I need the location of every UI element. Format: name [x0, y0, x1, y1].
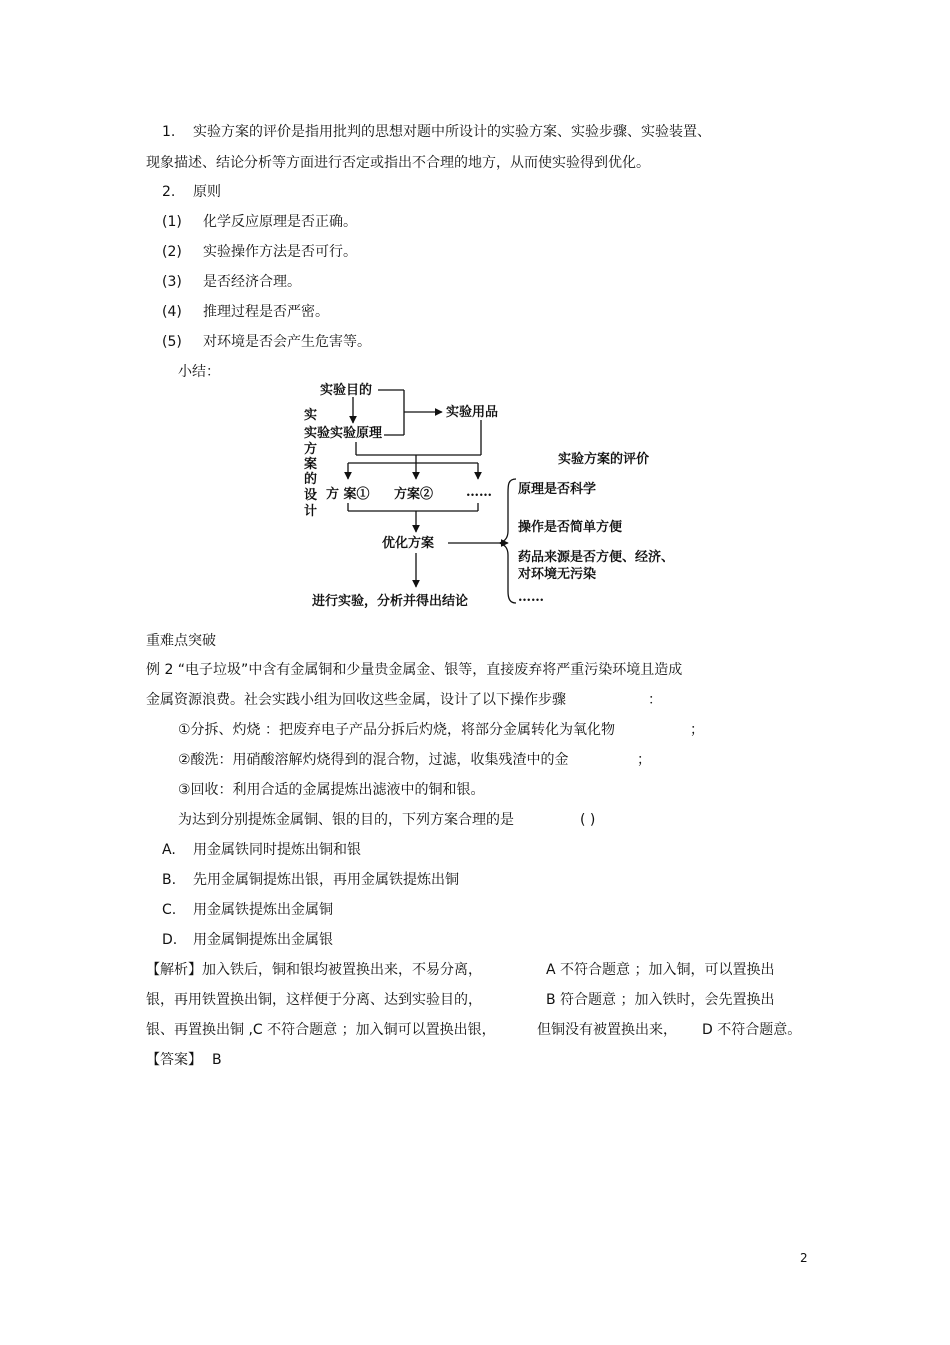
diagram-plan-dots: …… — [466, 485, 492, 500]
example-bracket: ( ) — [580, 812, 596, 828]
diagram-conduct: 进行实验，分析并得出结论 — [312, 594, 469, 609]
analysis-line3-a: 银、再置换出铜 ,C 不符合题意 ；加入铜可以置换出银， — [146, 1022, 496, 1038]
item1-line2: 现象描述、结论分析等方面进行否定或指出不合理的地方，从而使实验得到优化。 — [146, 155, 650, 171]
option-a-num: A. — [162, 842, 176, 858]
diagram-purpose: 实验目的 — [320, 383, 373, 398]
principle-3-text: 是否经济合理。 — [203, 274, 301, 290]
answer-value: B — [212, 1052, 222, 1068]
principle-5-text: 对环境是否会产生危害等。 — [203, 334, 371, 350]
example-step3: ③回收：利用合适的金属提炼出滤液中的铜和银。 — [178, 782, 485, 798]
example-question: 为达到分别提炼金属铜、银的目的，下列方案合理的是 — [178, 812, 514, 828]
principle-1-num: (1) — [162, 214, 182, 230]
item1-number: 1. — [162, 124, 176, 140]
diagram-eval-3a: 药品来源是否方便、经济、 — [518, 550, 675, 565]
example-line2-colon: ： — [648, 692, 662, 708]
diagram-materials: 实验用品 — [446, 405, 499, 420]
principle-2-num: (2) — [162, 244, 182, 260]
option-b-text: 先用金属铜提炼出银，再用金属铁提炼出铜 — [193, 872, 459, 888]
diagram-eval-title: 实验方案的评价 — [558, 452, 650, 467]
analysis-line2-b: B 符合题意 ；加入铁时，会先置换出 — [546, 992, 775, 1008]
diagram-plan-2: 方案② — [394, 487, 434, 502]
diagram-side-label-5: 设 — [304, 488, 318, 503]
principle-4-num: (4) — [162, 304, 182, 320]
principle-2-text: 实验操作方法是否可行。 — [203, 244, 357, 260]
diagram-eval-3b: 对环境无污染 — [518, 567, 597, 582]
analysis-line3-c: D 不符合题意。 — [702, 1022, 802, 1038]
example-step2: ②酸洗：用硝酸溶解灼烧得到的混合物，过滤，收集残渣中的金 — [178, 752, 569, 768]
analysis-line2-a: 银，再用铁置换出铜，这样便于分离、达到实验目的， — [146, 992, 482, 1008]
diagram-eval-2: 操作是否简单方便 — [518, 520, 623, 535]
analysis-line3-b: 但铜没有被置换出来， — [537, 1022, 677, 1038]
example-step1-end: ； — [690, 722, 704, 738]
diagram-side-label-4: 的 — [304, 472, 318, 487]
option-d-num: D. — [162, 932, 178, 948]
option-a-text: 用金属铁同时提炼出铜和银 — [193, 842, 361, 858]
section-title: 重难点突破 — [146, 633, 216, 649]
option-c-text: 用金属铁提炼出金属铜 — [193, 902, 333, 918]
page-number: 2 — [800, 1251, 808, 1265]
example-step2-end: ； — [637, 752, 651, 768]
item1-line1: 实验方案的评价是指用批判的思想对题中所设计的实验方案、实验步骤、实验装置、 — [193, 124, 711, 140]
principle-1-text: 化学反应原理是否正确。 — [203, 214, 357, 230]
diagram-eval-1: 原理是否科学 — [518, 482, 597, 497]
summary-label: 小结： — [178, 364, 220, 380]
principle-3-num: (3) — [162, 274, 182, 290]
item2-number: 2. — [162, 184, 176, 200]
item2-text: 原则 — [193, 184, 221, 200]
diagram-side-label-6: 计 — [304, 504, 318, 519]
analysis-line1-b: A 不符合题意 ；加入铜，可以置换出 — [546, 962, 775, 978]
example-step1: ①分拆、灼烧 ：把废弃电子产品分拆后灼烧，将部分金属转化为氧化物 — [178, 722, 615, 738]
diagram-side-label-3: 案 — [304, 457, 318, 472]
analysis-line1-a: 【解析】加入铁后，铜和银均被置换出来，不易分离， — [146, 962, 482, 978]
diagram-side-label-2: 方 — [304, 442, 318, 457]
diagram-side-label-1: 实 — [304, 408, 318, 423]
experiment-design-diagram — [296, 375, 716, 615]
diagram-optimize: 优化方案 — [382, 536, 435, 551]
option-c-num: C. — [162, 902, 177, 918]
principle-5-num: (5) — [162, 334, 182, 350]
option-d-text: 用金属铜提炼出金属银 — [193, 932, 333, 948]
principle-4-text: 推理过程是否严密。 — [203, 304, 329, 320]
diagram-eval-4: …… — [518, 590, 544, 605]
diagram-principle: 实验实验原理 — [304, 426, 383, 441]
example-line2: 金属资源浪费。社会实践小组为回收这些金属，设计了以下操作步骤 — [146, 692, 566, 708]
option-b-num: B. — [162, 872, 177, 888]
answer-label: 【答案】 — [146, 1052, 202, 1068]
diagram-plan-1: 方 案① — [326, 487, 370, 502]
example-line1: 例 2 “电子垃圾”中含有金属铜和少量贵金属金、银等，直接废弃将严重污染环境且造成 — [146, 662, 683, 678]
